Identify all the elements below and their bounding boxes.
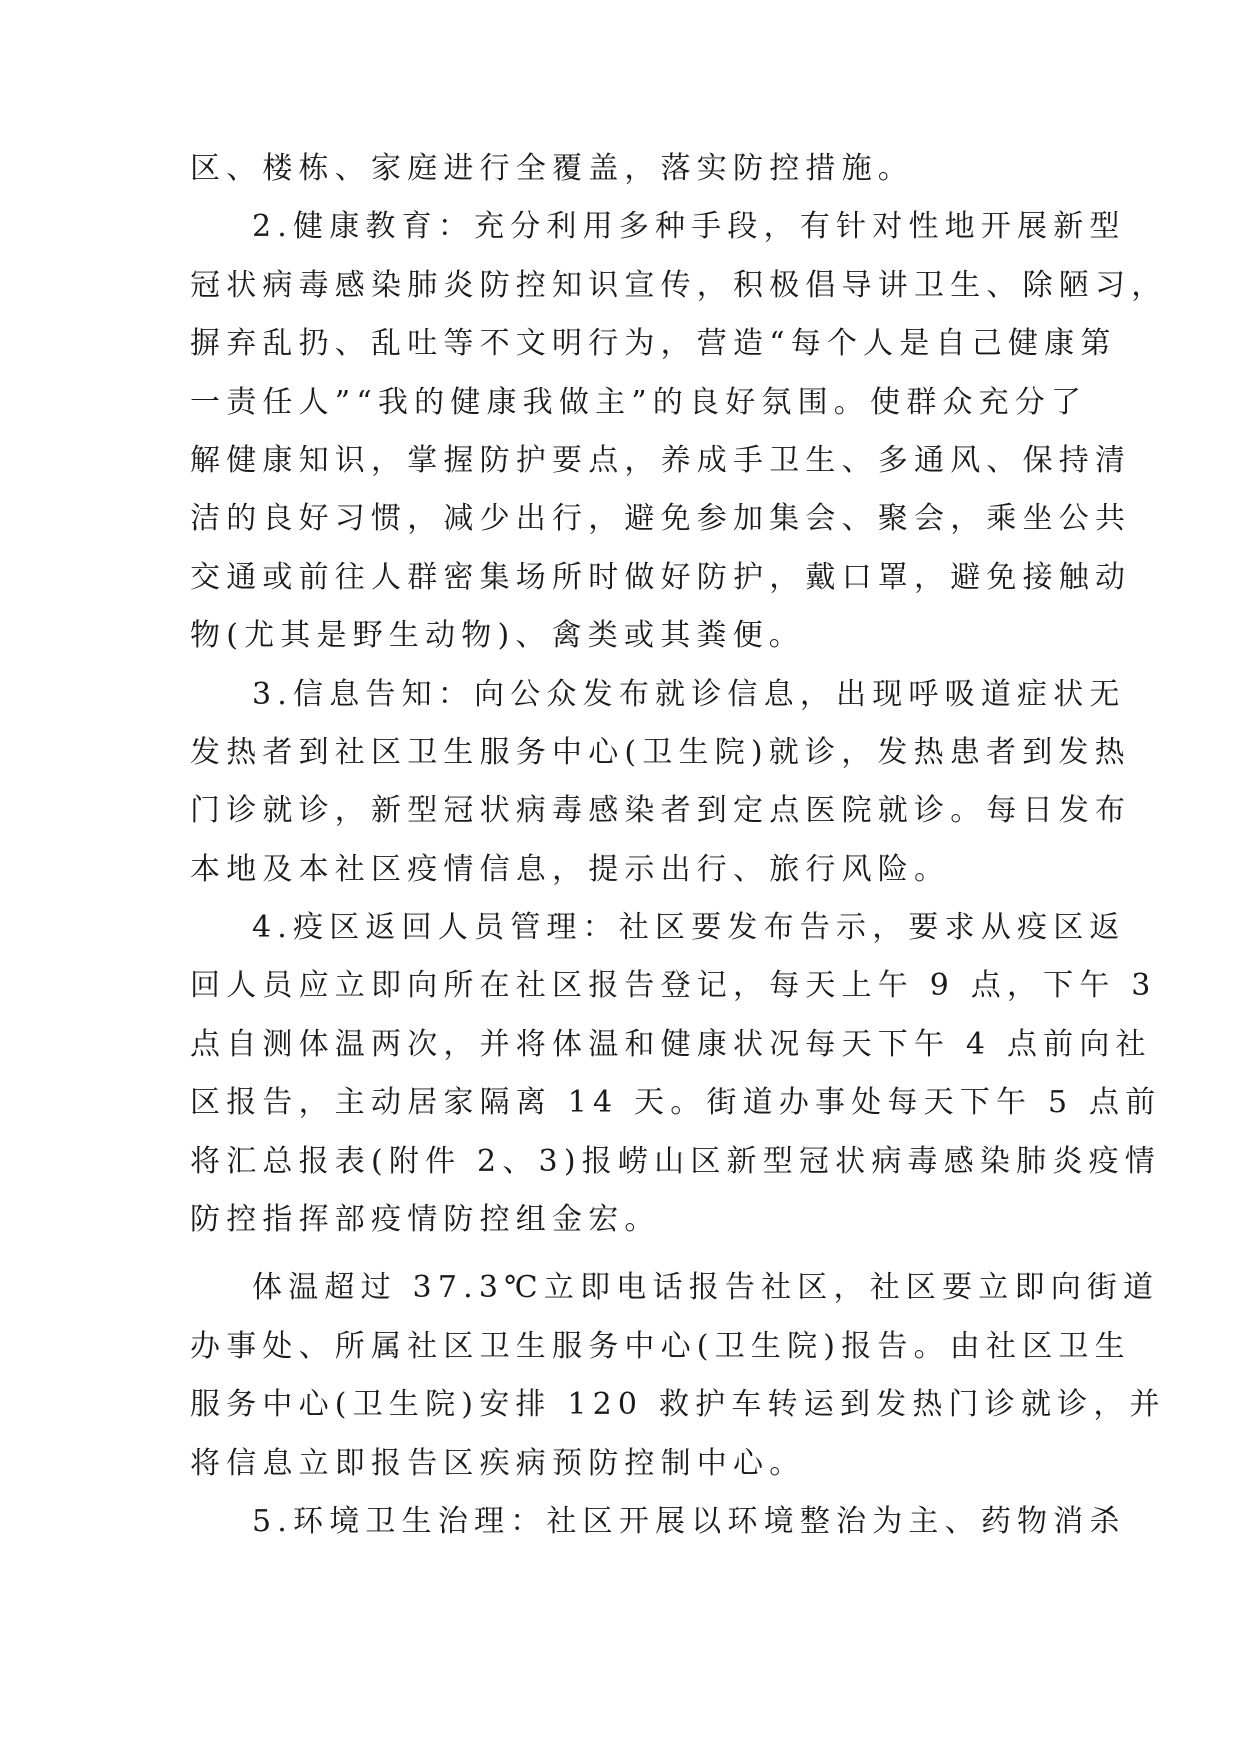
paragraph-spacer bbox=[190, 1249, 1050, 1259]
text-line: 点自测体温两次，并将体温和健康状况每天下午 4 点前向社 bbox=[190, 1026, 1152, 1062]
paragraph-health-education: 2.健康教育：充分利用多种手段，有针对性地开展新型 bbox=[252, 209, 1126, 245]
text-line: 摒弃乱扔、乱吐等不文明行为，营造“每个人是自己健康第 bbox=[190, 326, 1117, 362]
text-line: 本地及本社区疫情信息，提示出行、旅行风险。 bbox=[190, 851, 951, 887]
text-line: 办事处、所属社区卫生服务中心(卫生院)报告。由社区卫生 bbox=[190, 1328, 1131, 1364]
text-line: 将汇总报表(附件 2、3)报崂山区新型冠状病毒感染肺炎疫情 bbox=[190, 1143, 1161, 1179]
text-line: 区报告，主动居家隔离 14 天。街道办事处每天下午 5 点前 bbox=[190, 1085, 1162, 1121]
text-line: 回人员应立即向所在社区报告登记，每天上午 9 点，下午 3 bbox=[190, 968, 1157, 1004]
text-line: 发热者到社区卫生服务中心(卫生院)就诊，发热患者到发热 bbox=[190, 734, 1131, 770]
text-line: 交通或前往人群密集场所时做好防护，戴口罩，避免接触动 bbox=[190, 559, 1132, 595]
paragraph-environment-sanitation: 5.环境卫生治理：社区开展以环境整治为主、药物消杀 bbox=[252, 1503, 1126, 1539]
text-line: 门诊就诊，新型冠状病毒感染者到定点医院就诊。每日发布 bbox=[190, 793, 1132, 829]
text-line: 洁的良好习惯，减少出行，避免参加集会、聚会，乘坐公共 bbox=[190, 501, 1132, 537]
text-line: 解健康知识，掌握防护要点，养成手卫生、多通风、保持清 bbox=[190, 442, 1132, 478]
paragraph-returnee-management: 4.疫区返回人员管理：社区要发布告示，要求从疫区返 bbox=[252, 910, 1126, 946]
text-line: 区、楼栋、家庭进行全覆盖，落实防控措施。 bbox=[190, 151, 914, 186]
paragraph-temperature-report: 体温超过 37.3℃立即电话报告社区，社区要立即向街道 bbox=[252, 1270, 1160, 1306]
text-line: 一责任人”“我的健康我做主”的良好氛围。使群众充分了 bbox=[190, 384, 1088, 420]
text-line: 物(尤其是野生动物)、禽类或其粪便。 bbox=[190, 618, 806, 654]
document-body bbox=[190, 140, 1168, 1551]
paragraph-information-notice: 3.信息告知：向公众发布就诊信息，出现呼吸道症状无 bbox=[252, 676, 1126, 712]
text-line: 将信息立即报告区疾病预防控制中心。 bbox=[190, 1445, 806, 1481]
text-line: 防控指挥部疫情防控组金宏。 bbox=[190, 1202, 661, 1238]
text-line: 服务中心(卫生院)安排 120 救护车转运到发热门诊就诊，并 bbox=[190, 1387, 1166, 1423]
text-line: 冠状病毒感染肺炎防控知识宣传，积极倡导讲卫生、除陋习， bbox=[190, 267, 1168, 303]
